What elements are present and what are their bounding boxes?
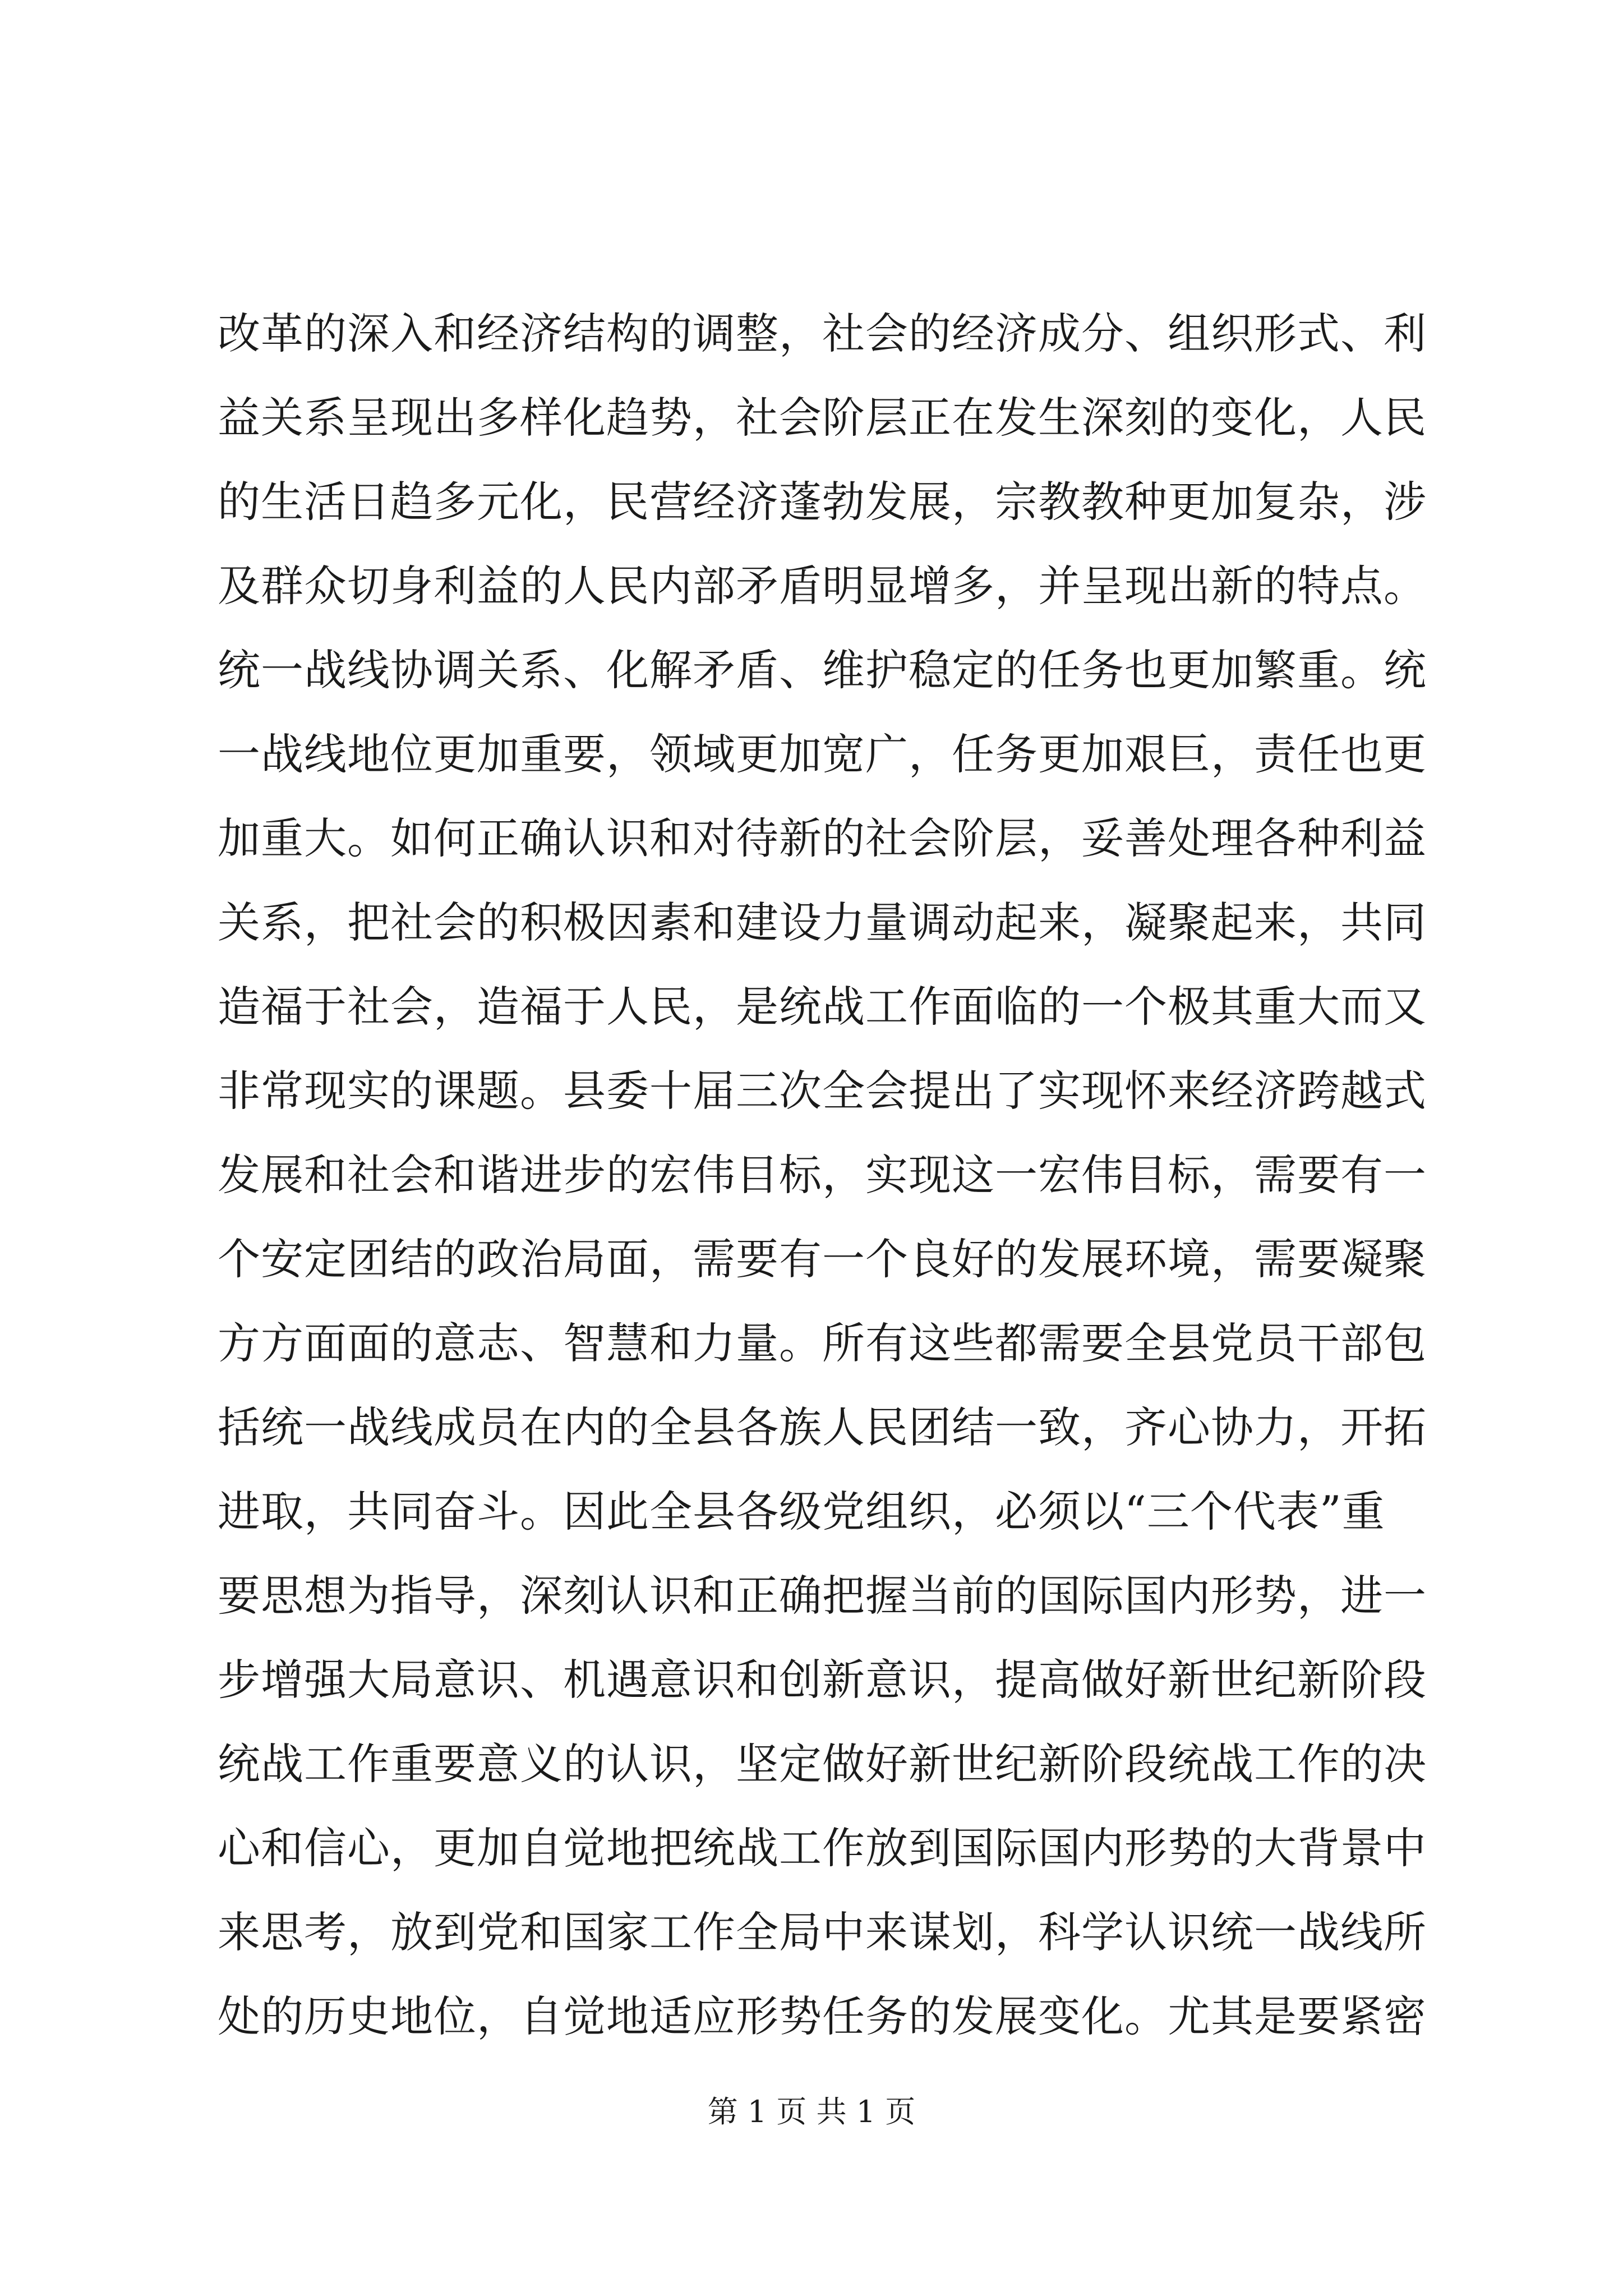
text-line: 加重大。如何正确认识和对待新的社会阶层，妥善处理各种利益 bbox=[218, 813, 1427, 863]
text-line: 个安定团结的政治局面，需要有一个良好的发展环境，需要凝聚 bbox=[218, 1234, 1427, 1284]
body-text bbox=[218, 292, 1427, 2059]
text-line: 及群众切身利益的人民内部矛盾明显增多，并呈现出新的特点。 bbox=[218, 561, 1427, 611]
text-line: 关系，把社会的积极因素和建设力量调动起来，凝聚起来，共同 bbox=[218, 898, 1427, 947]
text-line: 造福于社会，造福于人民，是统战工作面临的一个极其重大而又 bbox=[218, 982, 1427, 1032]
text-line: 要思想为指导，深刻认识和正确把握当前的国际国内形势，进一 bbox=[218, 1571, 1427, 1621]
text-line: 来思考，放到党和国家工作全局中来谋划，科学认识统一战线所 bbox=[218, 1907, 1427, 1957]
text-line: 发展和社会和谐进步的宏伟目标，实现这一宏伟目标，需要有一 bbox=[218, 1150, 1427, 1200]
text-line: 统战工作重要意义的认识，坚定做好新世纪新阶段统战工作的决 bbox=[218, 1739, 1427, 1789]
text-line: 方方面面的意志、智慧和力量。所有这些都需要全县党员干部包 bbox=[218, 1318, 1427, 1368]
text-line: 非常现实的课题。县委十届三次全会提出了实现怀来经济跨越式 bbox=[218, 1066, 1427, 1116]
text-line: 进取，共同奋斗。因此全县各级党组织，必须以“三个代表”重 bbox=[218, 1487, 1385, 1536]
text-line: 括统一战线成员在内的全县各族人民团结一致，齐心协力，开拓 bbox=[218, 1402, 1427, 1452]
text-line: 心和信心，更加自觉地把统战工作放到国际国内形势的大背景中 bbox=[218, 1823, 1427, 1873]
text-line: 处的历史地位，自觉地适应形势任务的发展变化。尤其是要紧密 bbox=[218, 1991, 1427, 2041]
text-line: 改革的深入和经济结构的调整，社会的经济成分、组织形式、利 bbox=[218, 309, 1427, 358]
text-line: 统一战线协调关系、化解矛盾、维护稳定的任务也更加繁重。统 bbox=[218, 645, 1427, 695]
page-number-footer: 第 1 页 共 1 页 bbox=[707, 2094, 916, 2129]
text-line: 的生活日趋多元化，民营经济蓬勃发展，宗教教种更加复杂，涉 bbox=[218, 477, 1427, 527]
text-line: 益关系呈现出多样化趋势，社会阶层正在发生深刻的变化，人民 bbox=[218, 393, 1427, 443]
text-line: 步增强大局意识、机遇意识和创新意识，提高做好新世纪新阶段 bbox=[218, 1655, 1427, 1705]
text-line: 一战线地位更加重要，领域更加宽广，任务更加艰巨，责任也更 bbox=[218, 729, 1427, 779]
